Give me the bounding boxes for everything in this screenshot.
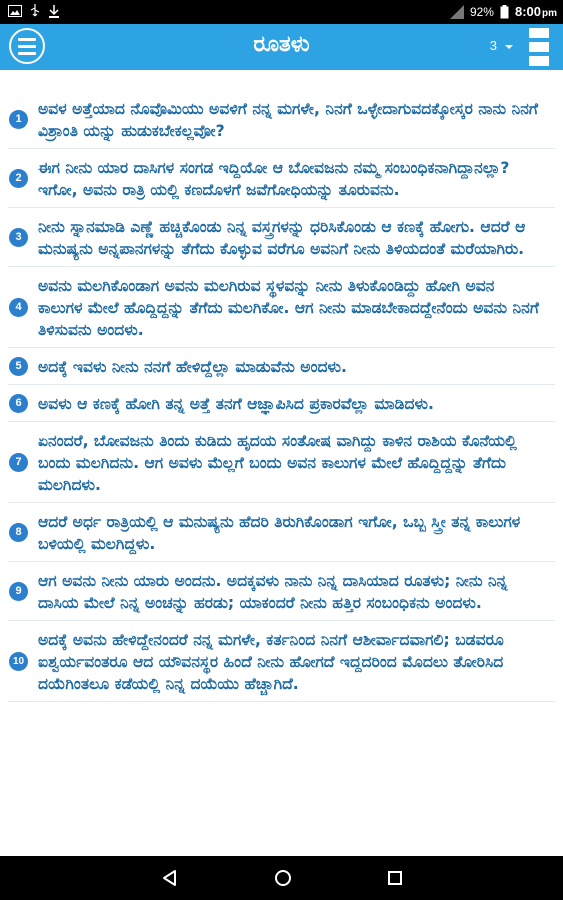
usb-icon — [30, 4, 40, 18]
gallery-notification-icon — [8, 5, 22, 17]
app-bar — [0, 24, 563, 70]
verse-number-badge: 4 — [9, 298, 28, 317]
verse-number-badge: 2 — [9, 169, 28, 188]
back-icon[interactable] — [161, 869, 179, 887]
chapter-selector[interactable] — [490, 38, 513, 53]
battery-percent: 92% — [469, 4, 494, 19]
verse-number-badge: 3 — [9, 228, 28, 247]
clock: 8:00pm — [514, 4, 557, 19]
dropdown-arrow-icon — [505, 45, 513, 49]
verse-number-badge: 6 — [9, 394, 28, 413]
verse-text: ಆಗ ಅವನು ನೀನು ಯಾರು ಅಂದನು. ಅದಕ್ಕವಳು ನಾನು ನಿನ್ನ ದಾಸಿಯಾದ ರೂತಳು; ನೀನು ನಿನ್ನ ದಾಸಿಯ ಮೇಲೆ ನಿನ್ನ ಅಂಚನ್ನು ಹರಡು; ಯಾಕಂದರೆ ನೀನು ಹತ್ತಿರ ಸಂಬಂಧಿಕನು ಅಂದಳು. — [38, 572, 508, 612]
verse-item[interactable] — [8, 562, 555, 621]
battery-icon — [500, 5, 509, 19]
verse-text: ಈಗ ನೀನು ಯಾರ ದಾಸಿಗಳ ಸಂಗಡ ಇದ್ದಿಯೋ ಆ ಬೋವಜನು ನಮ್ಮ ಸಂಬಂಧಿಕನಾಗಿದ್ದಾನಲ್ಲಾ? ಇಗೋ, ಅವನು ರಾತ್ರಿ ಯಲ್ಲಿ ಕಣದೊಳಗೆ ಜವೆಗೋಧಿಯನ್ನು ತೂರುವನು. — [38, 159, 510, 199]
home-icon[interactable] — [274, 869, 292, 887]
verse-number-badge: 9 — [9, 582, 28, 601]
verse-number-badge: 5 — [9, 357, 28, 376]
verse-item[interactable] — [8, 267, 555, 348]
status-bar — [0, 0, 563, 24]
signal-icon — [450, 5, 464, 19]
chapter-number: 3 — [489, 38, 497, 53]
verse-item[interactable] — [8, 90, 555, 149]
navigation-bar — [0, 856, 563, 900]
verse-text: ಅದಕ್ಕೆ ಅವನು ಹೇಳಿದ್ದೇನಂದರೆ ನನ್ನ ಮಗಳೇ, ಕರ್ತನಿಂದ ನಿನಗೆ ಆಶೀರ್ವಾದವಾಗಲಿ; ಬಡವರೂ ಐಶ್ವರ್ಯವಂತರೂ ಆದ ಯೌವನಸ್ಥರ ಹಿಂದೆ ನೀನು ಹೋಗದೆ ಇದ್ದದರಿಂದ ಮೊದಲು ತೋರಿಸಿದ ದಯೆಗಿಂತಲೂ ಕಡೆಯಲ್ಲಿ ನಿನ್ನ ದಯೆಯು ಹೆಚ್ಚಾಗಿದೆ. — [38, 631, 504, 693]
verse-number-badge: 8 — [9, 523, 28, 542]
verse-item[interactable] — [8, 621, 555, 702]
verse-number-badge: 10 — [9, 652, 28, 671]
verse-number-badge: 7 — [9, 453, 28, 472]
verse-text: ಏನಂದರೆ, ಬೋವಜನು ತಿಂದು ಕುಡಿದು ಹೃದಯ ಸಂತೋಷ ವಾಗಿದ್ದು ಕಾಳಿನ ರಾಶಿಯ ಕೊನೆಯಲ್ಲಿ ಬಂದು ಮಲಗಿದನು. ಆಗ ಅವಳು ಮೆಲ್ಲಗೆ ಬಂದು ಅವನ ಕಾಲುಗಳ ಮೇಲೆ ಹೊದ್ದಿದ್ದನ್ನು ತೆಗೆದು ಮಲಗಿದಳು. — [38, 432, 517, 494]
verse-item[interactable] — [8, 422, 555, 503]
verse-item[interactable] — [8, 149, 555, 208]
verse-text: ನೀನು ಸ್ನಾನಮಾಡಿ ಎಣ್ಣೆ ಹಚ್ಚಿಕೊಂಡು ನಿನ್ನ ವಸ್ತ್ರಗಳನ್ನು ಧರಿಸಿಕೊಂಡು ಆ ಕಣಕ್ಕೆ ಹೋಗು. ಆದರೆ ಆ ಮನುಷ್ಯನು ಅನ್ನಪಾನಗಳನ್ನು ತೆಗೆದು ಕೊಳ್ಳುವ ವರೆಗೂ ಅವನಿಗೆ ನೀನು ತಿಳಿಯದಂತೆ ಮರೆಯಾಗಿರು. — [38, 218, 526, 258]
verse-text: ಅವನು ಮಲಗಿಕೊಂಡಾಗ ಅವನು ಮಲಗಿರುವ ಸ್ಥಳವನ್ನು ನೀನು ತಿಳುಕೊಂಡಿದ್ದು ಹೋಗಿ ಅವನ ಕಾಲುಗಳ ಮೇಲೆ ಹೊದ್ದಿದ್ದನ್ನು ತೆಗೆದು ಮಲಗಿಕೋ. ಆಗ ನೀನು ಮಾಡಬೇಕಾದದ್ದೇನೆಂದು ಅವನು ನಿನಗೆ ತಿಳಿಸುವನು ಅಂದಳು. — [38, 277, 539, 339]
verse-number-badge: 1 — [9, 110, 28, 129]
verse-item[interactable] — [8, 348, 555, 385]
verse-text: ಆದರೆ ಅರ್ಧ ರಾತ್ರಿಯಲ್ಲಿ ಆ ಮನುಷ್ಯನು ಹೆದರಿ ತಿರುಗಿಕೊಂಡಾಗ ಇಗೋ, ಒಬ್ಬ ಸ್ತ್ರೀ ತನ್ನ ಕಾಲುಗಳ ಬಳಿಯಲ್ಲಿ ಮಲಗಿದ್ದಳು. — [38, 513, 521, 553]
verse-text: ಅವಳ ಅತ್ತೆಯಾದ ನೊವೊಮಿಯು ಅವಳಿಗೆ ನನ್ನ ಮಗಳೇ, ನಿನಗೆ ಒಳ್ಳೇದಾಗುವದಕ್ಕೋಸ್ಕರ ನಾನು ನಿನಗೆ ವಿಶ್ರಾಂತಿ ಯನ್ನು ಹುಡುಕಬೇಕಲ್ಲವೋ? — [38, 100, 538, 140]
overflow-menu-button[interactable] — [529, 28, 551, 66]
verse-list[interactable] — [0, 70, 563, 856]
verse-item[interactable] — [8, 503, 555, 562]
verse-item[interactable] — [8, 385, 555, 422]
recents-icon[interactable] — [387, 870, 403, 886]
verse-item[interactable] — [8, 208, 555, 267]
verse-text: ಅವಳು ಆ ಕಣಕ್ಕೆ ಹೋಗಿ ತನ್ನ ಅತ್ತೆ ತನಗೆ ಆಜ್ಞಾಪಿಸಿದ ಪ್ರಕಾರವೆಲ್ಲಾ ಮಾಡಿದಳು. — [38, 395, 434, 413]
download-icon — [48, 5, 60, 18]
book-title: ರೂತಳು — [253, 32, 310, 57]
verse-text: ಅದಕ್ಕೆ ಇವಳು ನೀನು ನನಗೆ ಹೇಳಿದ್ದೆಲ್ಲಾ ಮಾಡುವೆನು ಅಂದಳು. — [38, 358, 347, 376]
